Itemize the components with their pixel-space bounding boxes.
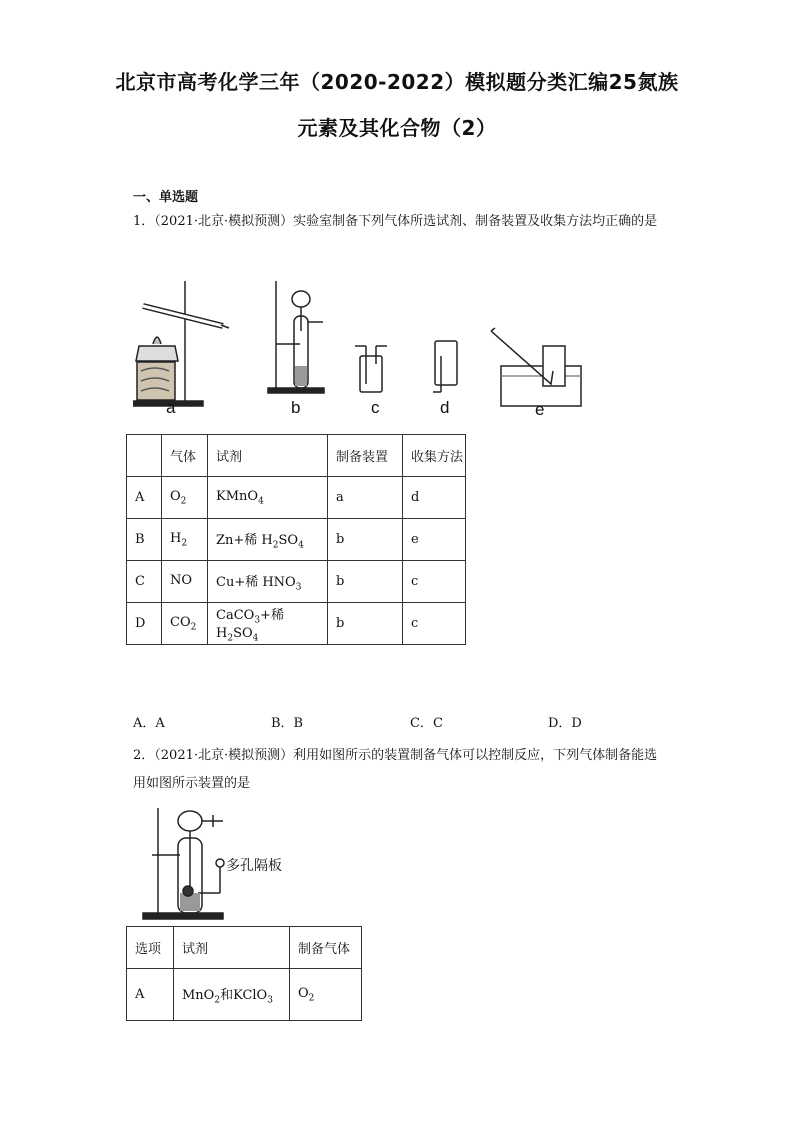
header-cell: 试剂 — [174, 927, 290, 969]
reagent-cell: Zn+稀 $H_2SO_4$ — [208, 519, 328, 561]
table-row — [127, 561, 466, 603]
gas-cell: $O_2$ — [290, 969, 362, 1021]
option-cell: C — [127, 561, 162, 603]
header-cell: 制备气体 — [290, 927, 362, 969]
question-1-table — [126, 434, 466, 645]
table-row — [127, 969, 362, 1021]
header-cell: 试剂 — [208, 435, 328, 477]
option-cell: A — [127, 477, 162, 519]
table-header-row — [127, 927, 362, 969]
apparatus-label-b: b — [291, 398, 301, 417]
document-title-line-1: 北京市高考化学三年（2020-2022）模拟题分类汇编25氮族 — [115, 70, 679, 94]
reagent-cell: KMnO$_4$ — [208, 477, 328, 519]
apparatus-e — [491, 328, 581, 406]
choice-c[interactable]: C．C — [410, 716, 443, 731]
table-row — [127, 603, 466, 645]
table-header-row — [127, 435, 466, 477]
device-cell: a — [328, 477, 403, 519]
document-title-line-2: 元素及其化合物（2） — [297, 116, 497, 140]
collect-cell: e — [403, 519, 466, 561]
option-cell: D — [127, 603, 162, 645]
header-cell — [127, 435, 162, 477]
table-row — [127, 519, 466, 561]
option-cell: B — [127, 519, 162, 561]
apparatus-a — [133, 281, 229, 406]
gas-cell: $CO_2$ — [162, 603, 208, 645]
apparatus-label-a: a — [166, 398, 176, 417]
reagent-cell: MnO$_2$和KClO$_3$ — [174, 969, 290, 1021]
device-cell: b — [328, 519, 403, 561]
header-cell: 收集方法 — [403, 435, 466, 477]
choice-b[interactable]: B．B — [271, 716, 304, 731]
porous-plate-label: 多孔隔板 — [226, 858, 282, 874]
device-cell: b — [328, 561, 403, 603]
apparatus-label-e: e — [535, 400, 545, 419]
reagent-cell: Cu+稀 $HNO_3$ — [208, 561, 328, 603]
gas-cell: $O_2$ — [162, 477, 208, 519]
header-cell: 制备装置 — [328, 435, 403, 477]
question-2-text: 2．（2021·北京·模拟预测）利用如图所示的装置制备气体可以控制反应，下列气体制备能选用如图所示装置的是 — [133, 748, 658, 791]
device-cell: b — [328, 603, 403, 645]
collect-cell: c — [403, 561, 466, 603]
question-2-table — [126, 926, 362, 1021]
choice-d[interactable]: D．D — [548, 716, 582, 731]
apparatus-d — [433, 341, 457, 392]
apparatus-figure — [133, 276, 583, 424]
apparatus-label-d: d — [440, 398, 450, 417]
header-cell: 选项 — [127, 927, 174, 969]
gas-cell: $H_2$ — [162, 519, 208, 561]
gas-cell: NO — [162, 561, 208, 603]
collect-cell: c — [403, 603, 466, 645]
apparatus-label-c: c — [371, 398, 380, 417]
option-cell: A — [127, 969, 174, 1021]
question-1-text: 1．（2021·北京·模拟预测）实验室制备下列气体所选试剂、制备装置及收集方法均正确的是 — [133, 214, 658, 229]
apparatus-b — [268, 281, 324, 393]
reagent-cell: CaCO$_3$+稀 $H_2SO_4$ — [208, 603, 328, 645]
table-row — [127, 477, 466, 519]
collect-cell: d — [403, 477, 466, 519]
apparatus-c — [355, 346, 387, 392]
header-cell: 气体 — [162, 435, 208, 477]
choice-a[interactable]: A．A — [133, 716, 165, 731]
section-heading: 一、单选题 — [133, 190, 199, 205]
